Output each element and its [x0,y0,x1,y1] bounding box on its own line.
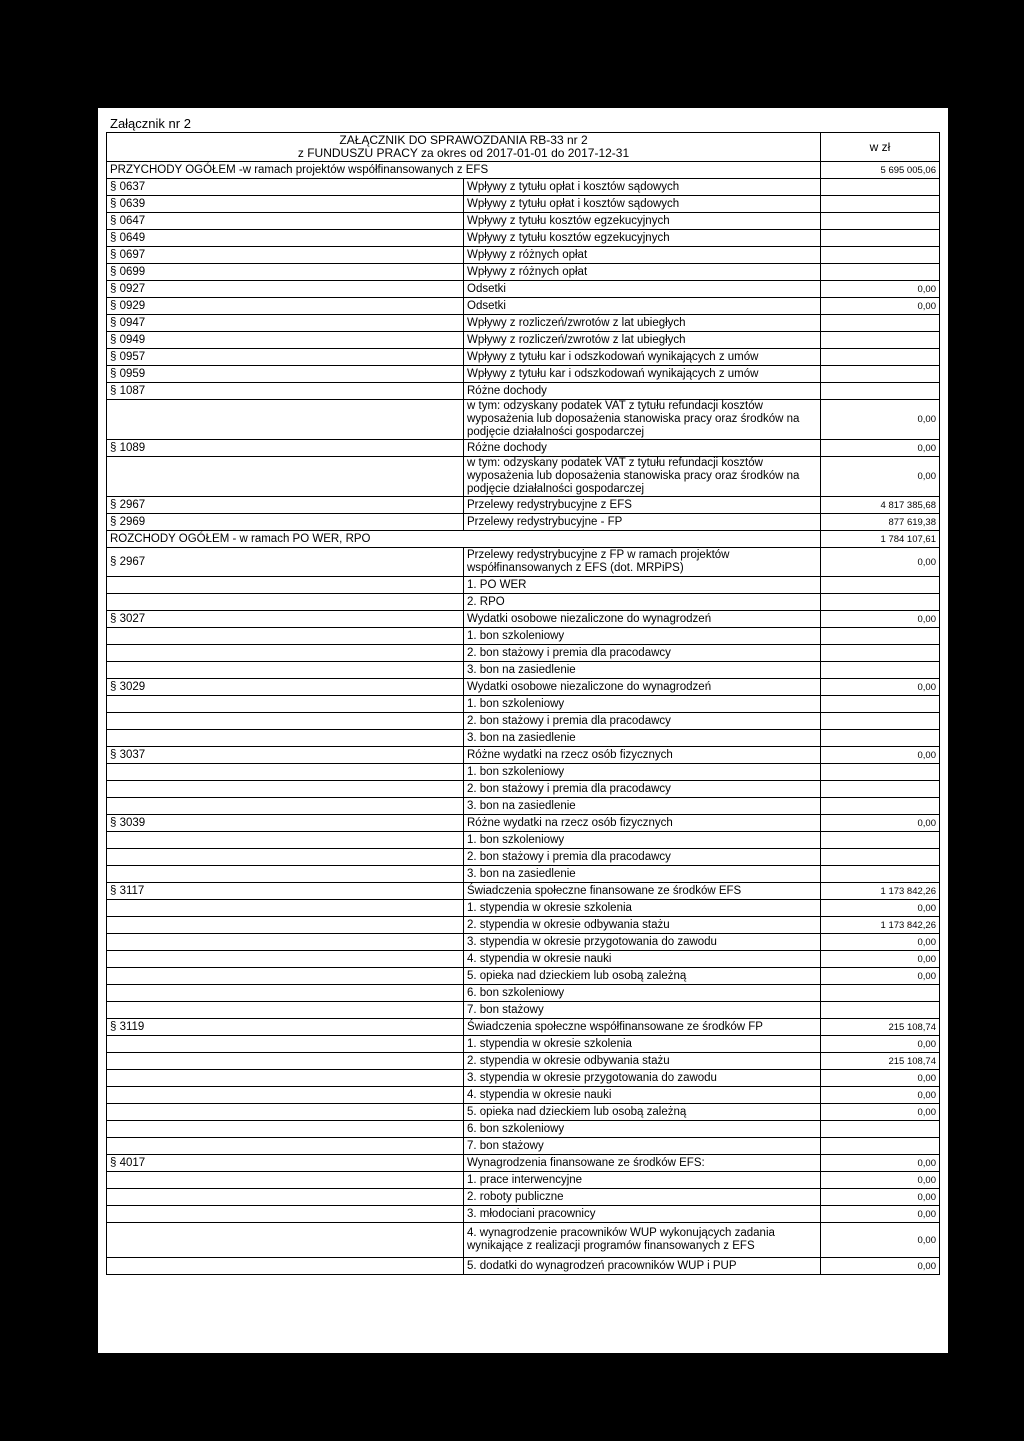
paragraph-code [107,1087,464,1104]
item-description: Różne dochody [464,383,821,400]
item-description: Odsetki [464,281,821,298]
table-row [107,696,940,713]
item-amount [821,366,940,383]
paragraph-code [107,1104,464,1121]
paragraph-code [107,934,464,951]
paragraph-code [107,645,464,662]
table-row [107,781,940,798]
item-amount [821,764,940,781]
item-amount [821,247,940,264]
item-description: Wpływy z tytułu opłat i kosztów sądowych [464,196,821,213]
item-description: Wpływy z rozliczeń/zwrotów z lat ubiegłych [464,315,821,332]
table-row [107,1053,940,1070]
item-amount: 0,00 [821,900,940,917]
item-description: 3. młodociani pracownicy [464,1206,821,1223]
item-description: 2. stypendia w okresie odbywania stażu [464,1053,821,1070]
item-amount [821,230,940,247]
table-row [107,383,940,400]
item-amount: 0,00 [821,548,940,577]
item-description: 2. stypendia w okresie odbywania stażu [464,917,821,934]
revenue-total-row [107,162,940,179]
paragraph-code [107,662,464,679]
item-description: Wpływy z rozliczeń/zwrotów z lat ubiegłych [464,332,821,349]
item-amount [821,196,940,213]
table-row [107,1155,940,1172]
revenue-total-amount: 5 695 005,06 [821,162,940,179]
table-row [107,883,940,900]
paragraph-code [107,730,464,747]
item-amount [821,1002,940,1019]
paragraph-code: § 1087 [107,383,464,400]
table-row [107,281,940,298]
paragraph-code [107,798,464,815]
expenses-total-label: ROZCHODY OGÓŁEM - w ramach PO WER, RPO [107,531,821,548]
table-row [107,985,940,1002]
item-amount [821,1121,940,1138]
item-amount: 0,00 [821,457,940,497]
item-amount: 215 108,74 [821,1019,940,1036]
table-row [107,1036,940,1053]
paragraph-code: § 0649 [107,230,464,247]
item-description: w tym: odzyskany podatek VAT z tytułu refundacji kosztów wyposażenia lub doposażenia stanowiska pracy oraz środków na podjęcie działalności gospodarczej [464,457,821,497]
item-description: Przelewy redystrybucyjne - FP [464,514,821,531]
item-description: 1. bon szkoleniowy [464,628,821,645]
table-row [107,764,940,781]
table-row [107,1121,940,1138]
report-title [107,133,821,162]
item-description: 3. bon na zasiedlenie [464,798,821,815]
item-amount: 0,00 [821,298,940,315]
table-row [107,832,940,849]
item-description: 3. bon na zasiedlenie [464,866,821,883]
item-amount: 0,00 [821,1070,940,1087]
table-row [107,1019,940,1036]
item-amount: 4 817 385,68 [821,497,940,514]
paragraph-code: § 2967 [107,497,464,514]
item-description: 5. opieka nad dzieckiem lub osobą zależną [464,968,821,985]
table-row [107,645,940,662]
table-row [107,179,940,196]
item-description: Przelewy redystrybucyjne z EFS [464,497,821,514]
item-description: Wydatki osobowe niezaliczone do wynagrodzeń [464,611,821,628]
table-row [107,366,940,383]
paragraph-code [107,400,464,440]
paragraph-code [107,866,464,883]
paragraph-code: § 3029 [107,679,464,696]
paragraph-code [107,951,464,968]
table-row [107,298,940,315]
item-description: 2. RPO [464,594,821,611]
table-row [107,1087,940,1104]
item-amount: 0,00 [821,1223,940,1258]
item-amount: 0,00 [821,1172,940,1189]
item-description: 6. bon szkoleniowy [464,1121,821,1138]
item-amount [821,264,940,281]
paragraph-code [107,1053,464,1070]
item-amount [821,577,940,594]
item-description: Wpływy z różnych opłat [464,247,821,264]
table-row [107,1189,940,1206]
table-row [107,968,940,985]
item-amount [821,594,940,611]
paragraph-code [107,1189,464,1206]
table-row [107,315,940,332]
table-row [107,514,940,531]
table-row [107,577,940,594]
paragraph-code [107,764,464,781]
item-amount: 0,00 [821,440,940,457]
paragraph-code [107,1070,464,1087]
title-line-1: ZAŁĄCZNIK DO SPRAWOZDANIA RB-33 nr 2 [339,133,588,147]
item-description: Wpływy z tytułu opłat i kosztów sądowych [464,179,821,196]
paragraph-code: § 0697 [107,247,464,264]
item-amount [821,866,940,883]
item-amount [821,383,940,400]
paragraph-code [107,457,464,497]
item-amount [821,849,940,866]
table-row [107,1002,940,1019]
item-amount [821,798,940,815]
paragraph-code: § 0639 [107,196,464,213]
table-row [107,594,940,611]
table-row [107,1138,940,1155]
item-description: 1. bon szkoleniowy [464,832,821,849]
paragraph-code: § 0949 [107,332,464,349]
item-amount [821,713,940,730]
table-row [107,1104,940,1121]
item-description: Świadczenia społeczne finansowane ze środków EFS [464,883,821,900]
paragraph-code: § 3027 [107,611,464,628]
item-description: 6. bon szkoleniowy [464,985,821,1002]
item-amount [821,662,940,679]
item-description: Wpływy z tytułu kar i odszkodowań wynikających z umów [464,366,821,383]
table-row [107,1070,940,1087]
item-description: 3. bon na zasiedlenie [464,662,821,679]
paragraph-code [107,594,464,611]
paragraph-code [107,985,464,1002]
paragraph-code: § 0647 [107,213,464,230]
item-amount: 0,00 [821,815,940,832]
item-amount: 0,00 [821,1189,940,1206]
item-description: 7. bon stażowy [464,1002,821,1019]
table-row [107,264,940,281]
item-description: 4. stypendia w okresie nauki [464,1087,821,1104]
paragraph-code: § 0929 [107,298,464,315]
paragraph-code [107,628,464,645]
item-description: 2. bon stażowy i premia dla pracodawcy [464,781,821,798]
table-row [107,213,940,230]
paragraph-code [107,832,464,849]
paragraph-code [107,696,464,713]
item-amount [821,213,940,230]
table-row [107,230,940,247]
table-row [107,866,940,883]
paragraph-code: § 3119 [107,1019,464,1036]
paragraph-code: § 2969 [107,514,464,531]
item-amount [821,349,940,366]
paragraph-code: § 0699 [107,264,464,281]
header-row [107,133,940,162]
table-row [107,196,940,213]
table-row [107,332,940,349]
table-row [107,440,940,457]
paragraph-code [107,1258,464,1275]
item-amount [821,179,940,196]
item-description: 7. bon stażowy [464,1138,821,1155]
paragraph-code: § 0947 [107,315,464,332]
item-amount [821,628,940,645]
item-description: Przelewy redystrybucyjne z FP w ramach projektów współfinansowanych z EFS (dot. MRPiPS) [464,548,821,577]
table-row [107,497,940,514]
table-row [107,730,940,747]
item-description: Odsetki [464,298,821,315]
item-amount: 0,00 [821,1036,940,1053]
item-description: 1. prace interwencyjne [464,1172,821,1189]
table-row [107,747,940,764]
paragraph-code [107,1036,464,1053]
item-description: 2. bon stażowy i premia dla pracodawcy [464,645,821,662]
item-amount: 0,00 [821,679,940,696]
item-description: 2. roboty publiczne [464,1189,821,1206]
paragraph-code: § 4017 [107,1155,464,1172]
paragraph-code [107,1172,464,1189]
item-amount: 0,00 [821,747,940,764]
paragraph-code [107,917,464,934]
paragraph-code: § 3039 [107,815,464,832]
item-description: 3. stypendia w okresie przygotowania do zawodu [464,934,821,951]
table-row [107,951,940,968]
item-description: 4. wynagrodzenie pracowników WUP wykonujących zadania wynikające z realizacji programów finansowanych z EFS [464,1223,821,1258]
table-row [107,1172,940,1189]
table-row [107,849,940,866]
item-amount: 0,00 [821,951,940,968]
item-amount: 0,00 [821,1104,940,1121]
item-amount: 0,00 [821,1087,940,1104]
paragraph-code: § 0957 [107,349,464,366]
item-amount [821,645,940,662]
item-description: 2. bon stażowy i premia dla pracodawcy [464,713,821,730]
paragraph-code [107,577,464,594]
item-description: 1. stypendia w okresie szkolenia [464,900,821,917]
report-table [106,132,940,1275]
item-description: Wpływy z tytułu kar i odszkodowań wynikających z umów [464,349,821,366]
paragraph-code: § 3037 [107,747,464,764]
paragraph-code: § 1089 [107,440,464,457]
item-amount [821,1138,940,1155]
table-row [107,1206,940,1223]
item-amount [821,985,940,1002]
paragraph-code [107,900,464,917]
paragraph-code [107,1206,464,1223]
item-description: 1. stypendia w okresie szkolenia [464,1036,821,1053]
item-description: 5. dodatki do wynagrodzeń pracowników WUP i PUP [464,1258,821,1275]
table-row [107,900,940,917]
table-row [107,798,940,815]
item-description: 3. stypendia w okresie przygotowania do zawodu [464,1070,821,1087]
paragraph-code: § 2967 [107,548,464,577]
item-description: Różne dochody [464,440,821,457]
title-line-2: z FUNDUSZU PRACY za okres od 2017-01-01 do 2017-12-31 [297,146,630,160]
paragraph-code [107,1002,464,1019]
item-description: Wpływy z tytułu kosztów egzekucyjnych [464,213,821,230]
item-description: Wydatki osobowe niezaliczone do wynagrodzeń [464,679,821,696]
item-amount [821,730,940,747]
table-row [107,1258,940,1275]
paragraph-code [107,1121,464,1138]
item-description: Różne wydatki na rzecz osób fizycznych [464,747,821,764]
table-row [107,457,940,497]
item-amount: 0,00 [821,400,940,440]
item-description: Wpływy z tytułu kosztów egzekucyjnych [464,230,821,247]
item-amount [821,781,940,798]
unit-label: w zł [821,133,940,162]
table-row [107,349,940,366]
item-amount: 215 108,74 [821,1053,940,1070]
paragraph-code [107,713,464,730]
paragraph-code [107,781,464,798]
table-row [107,713,940,730]
table-row [107,247,940,264]
item-description: 1. PO WER [464,577,821,594]
item-amount: 0,00 [821,1258,940,1275]
item-description: 5. opieka nad dzieckiem lub osobą zależną [464,1104,821,1121]
table-row [107,548,940,577]
item-amount: 0,00 [821,281,940,298]
item-amount [821,332,940,349]
item-description: 4. stypendia w okresie nauki [464,951,821,968]
table-row [107,679,940,696]
table-row [107,611,940,628]
item-description: 3. bon na zasiedlenie [464,730,821,747]
item-amount [821,315,940,332]
attachment-label: Załącznik nr 2 [110,116,191,131]
table-row [107,1223,940,1258]
item-amount [821,832,940,849]
table-row [107,662,940,679]
item-description: 2. bon stażowy i premia dla pracodawcy [464,849,821,866]
expenses-total-row [107,531,940,548]
expenses-total-amount: 1 784 107,61 [821,531,940,548]
item-amount: 0,00 [821,1155,940,1172]
table-row [107,917,940,934]
paragraph-code [107,1138,464,1155]
table-row [107,815,940,832]
item-description: w tym: odzyskany podatek VAT z tytułu refundacji kosztów wyposażenia lub doposażenia stanowiska pracy oraz środków na podjęcie działalności gospodarczej [464,400,821,440]
item-description: Wpływy z różnych opłat [464,264,821,281]
item-description: Świadczenia społeczne współfinansowane ze środków FP [464,1019,821,1036]
paragraph-code: § 0637 [107,179,464,196]
item-description: 1. bon szkoleniowy [464,764,821,781]
paragraph-code: § 3117 [107,883,464,900]
paragraph-code [107,849,464,866]
table-row [107,628,940,645]
item-amount: 0,00 [821,1206,940,1223]
item-amount [821,696,940,713]
paragraph-code [107,1223,464,1258]
item-amount: 877 619,38 [821,514,940,531]
item-amount: 1 173 842,26 [821,917,940,934]
table-row [107,934,940,951]
paragraph-code: § 0959 [107,366,464,383]
item-amount: 0,00 [821,968,940,985]
item-amount: 1 173 842,26 [821,883,940,900]
table-row [107,400,940,440]
item-description: 1. bon szkoleniowy [464,696,821,713]
paragraph-code [107,968,464,985]
item-amount: 0,00 [821,611,940,628]
item-amount: 0,00 [821,934,940,951]
revenue-total-label: PRZYCHODY OGÓŁEM -w ramach projektów współfinansowanych z EFS [107,162,821,179]
item-description: Różne wydatki na rzecz osób fizycznych [464,815,821,832]
paragraph-code: § 0927 [107,281,464,298]
item-description: Wynagrodzenia finansowane ze środków EFS: [464,1155,821,1172]
